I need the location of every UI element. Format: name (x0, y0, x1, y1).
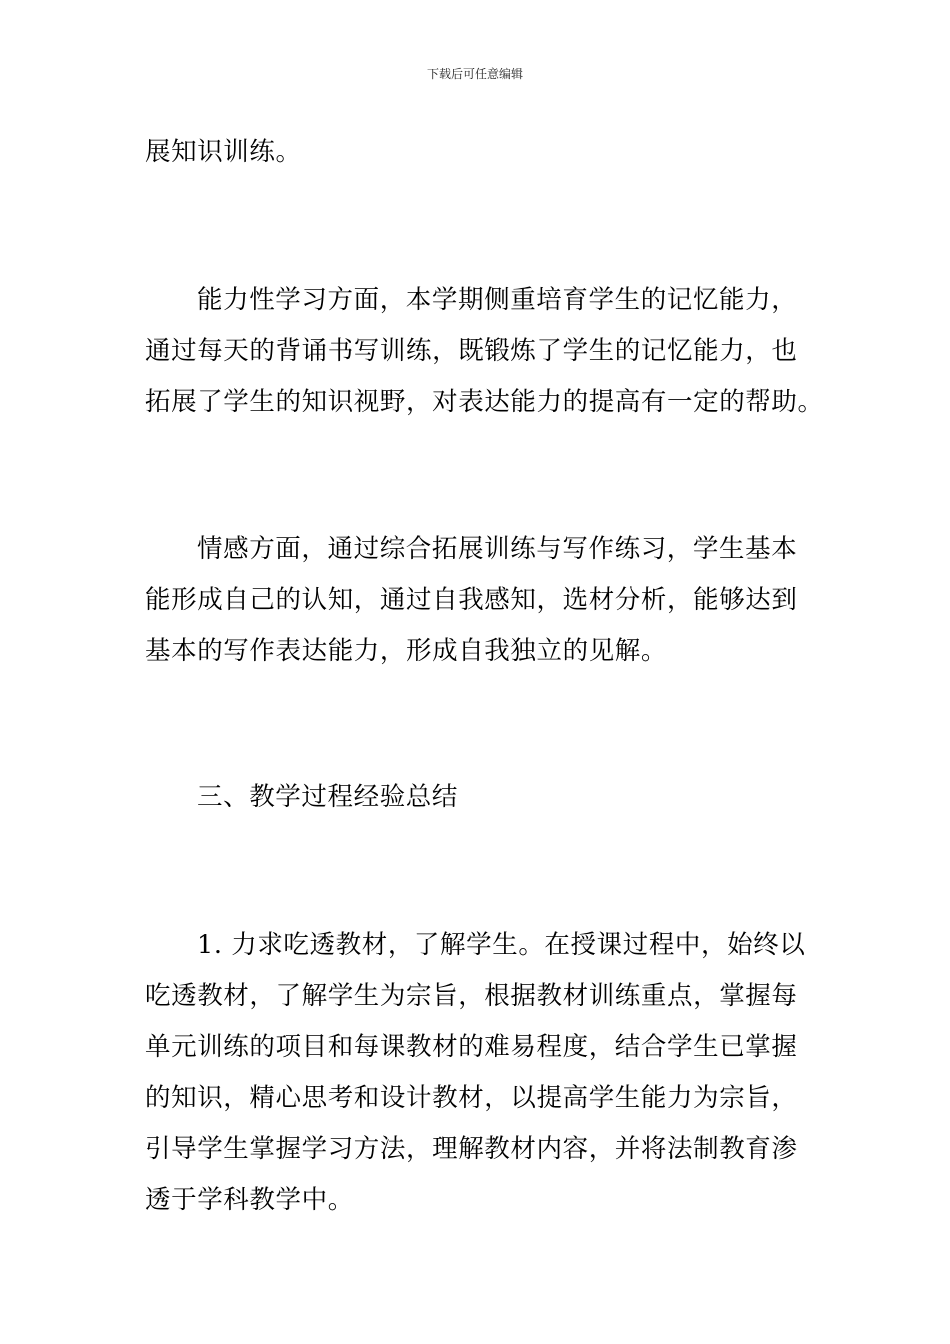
text-line: 情感方面，通过综合拓展训练与写作练习，学生基本 (197, 534, 798, 564)
text-line: 透于学科教学中。 (145, 1185, 354, 1215)
text-line: 能形成自己的认知，通过自我感知，选材分析，能够达到 (145, 585, 798, 615)
text-line: 的知识，精心思考和设计教材，以提高学生能力为宗旨， (145, 1083, 798, 1113)
text-line: 引导学生掌握学习方法，理解教材内容，并将法制教育渗 (145, 1134, 798, 1164)
text-line: 拓展了学生的知识视野，对表达能力的提高有一定的帮助。 (145, 387, 824, 417)
text-line: 基本的写作表达能力，形成自我独立的见解。 (145, 636, 668, 666)
text-line: 展知识训练。 (145, 137, 302, 167)
section-title: 三、教学过程经验总结 (197, 782, 459, 812)
page-header: 下载后可任意编辑 (426, 67, 523, 81)
text-line: 吃透教材，了解学生为宗旨，根据教材训练重点，掌握每 (145, 981, 798, 1011)
paragraph-teaching-materials (145, 920, 807, 1226)
text-line: 通过每天的背诵书写训练，既锻炼了学生的记忆能力，也 (145, 336, 798, 366)
text-line: 能力性学习方面，本学期侧重培育学生的记忆能力， (197, 285, 798, 315)
text-line: 单元训练的项目和每课教材的难易程度，结合学生已掌握 (145, 1032, 798, 1062)
text-line: 1. 力求吃透教材，了解学生。在授课过程中，始终以 (197, 930, 806, 960)
paragraph-emotion (145, 524, 807, 677)
paragraph-ability-learning (145, 275, 824, 428)
paragraph-continuation (145, 127, 807, 178)
section-heading (145, 772, 807, 823)
